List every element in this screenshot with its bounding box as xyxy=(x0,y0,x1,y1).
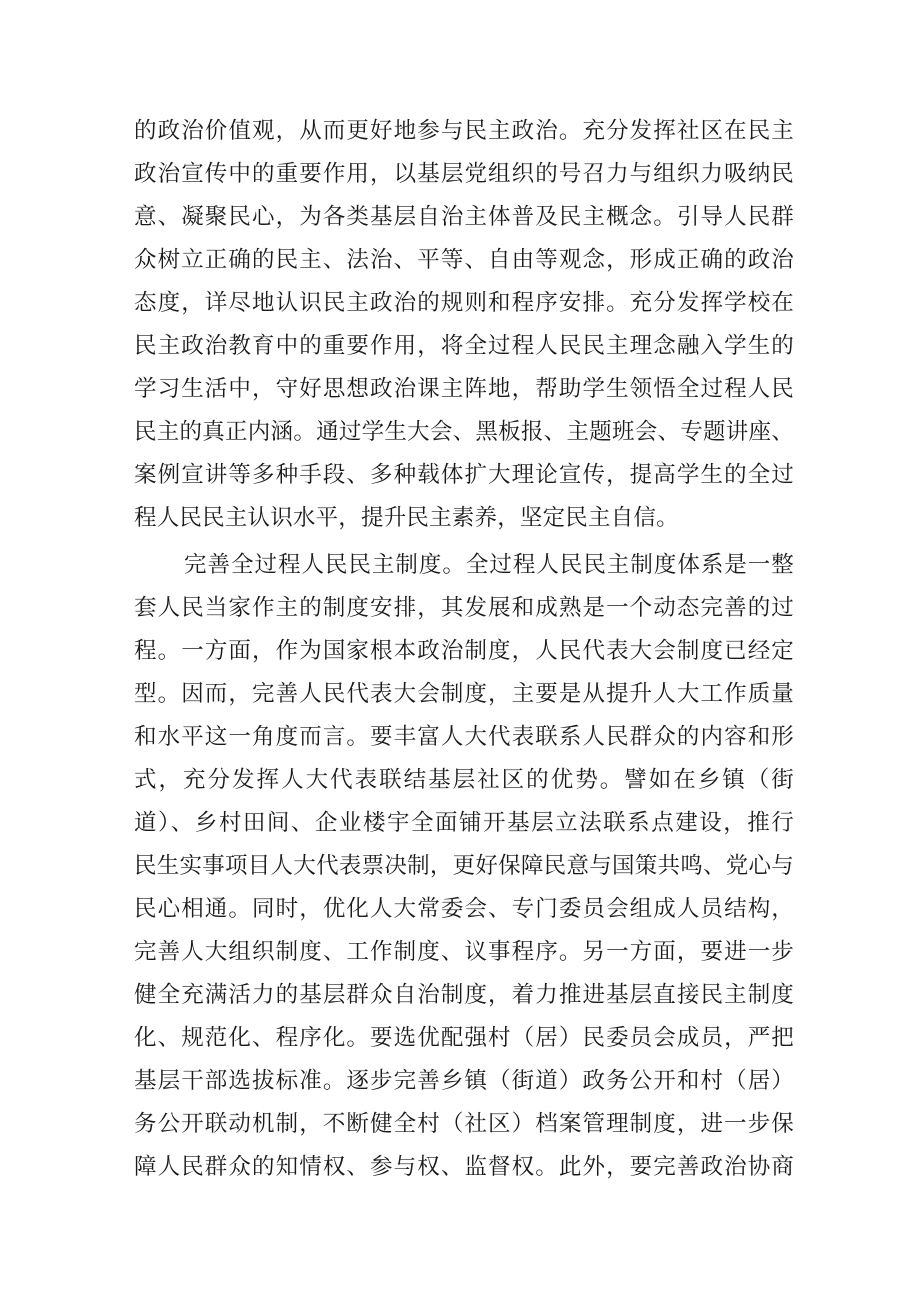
text-line: 程人民民主认识水平，提升民主素养，坚定民主自信。 xyxy=(134,505,679,531)
text-line: 型。因而，完善人民代表大会制度，主要是从提升人大工作质量 xyxy=(134,681,794,707)
text-line: 道）、乡村田间、企业楼宇全面铺开基层立法联系点建设，推行 xyxy=(134,810,794,836)
text-line: 和水平这一角度而言。要丰富人大代表联系人民群众的内容和形 xyxy=(134,724,794,750)
text-line: 健全充满活力的基层群众自治制度，着力推进基层直接民主制度 xyxy=(134,982,794,1008)
text-line: 民心相通。同时，优化人大常委会、专门委员会组成人员结构， xyxy=(134,896,794,922)
text-line: 式，充分发挥人大代表联结基层社区的优势。譬如在乡镇（街 xyxy=(134,767,794,793)
text-line: 案例宣讲等多种手段、多种载体扩大理论宣传，提高学生的全过 xyxy=(134,462,794,488)
text-line: 务公开联动机制，不断健全村（社区）档案管理制度，进一步保 xyxy=(134,1111,794,1137)
text-line: 意、凝聚民心，为各类基层自治主体普及民主概念。引导人民群 xyxy=(134,204,794,230)
text-line: 态度，详尽地认识民主政治的规则和程序安排。充分发挥学校在 xyxy=(134,290,794,316)
text-line: 政治宣传中的重要作用，以基层党组织的号召力与组织力吸纳民 xyxy=(134,161,794,187)
text-line: 化、规范化、程序化。要选优配强村（居）民委员会成员，严把 xyxy=(134,1025,794,1051)
paragraph-first-line: 完善全过程人民民主制度。全过程人民民主制度体系是一整 xyxy=(184,552,794,578)
text-line: 的政治价值观，从而更好地参与民主政治。充分发挥社区在民主 xyxy=(134,118,794,144)
text-line: 民主的真正内涵。通过学生大会、黑板报、主题班会、专题讲座、 xyxy=(134,419,794,445)
text-line: 学习生活中，守好思想政治课主阵地，帮助学生领悟全过程人民 xyxy=(134,376,794,402)
text-line: 完善人大组织制度、工作制度、议事程序。另一方面，要进一步 xyxy=(134,939,794,965)
text-line: 众树立正确的民主、法治、平等、自由等观念，形成正确的政治 xyxy=(134,247,794,273)
text-line: 基层干部选拔标准。逐步完善乡镇（街道）政务公开和村（居） xyxy=(134,1068,794,1094)
text-line: 程。一方面，作为国家根本政治制度，人民代表大会制度已经定 xyxy=(134,638,794,664)
text-line: 民生实事项目人大代表票决制，更好保障民意与国策共鸣、党心与 xyxy=(134,853,794,879)
text-line: 套人民当家作主的制度安排，其发展和成熟是一个动态完善的过 xyxy=(134,595,794,621)
text-line: 障人民群众的知情权、参与权、监督权。此外，要完善政治协商 xyxy=(134,1154,794,1180)
text-line: 民主政治教育中的重要作用，将全过程人民民主理念融入学生的 xyxy=(134,333,794,359)
